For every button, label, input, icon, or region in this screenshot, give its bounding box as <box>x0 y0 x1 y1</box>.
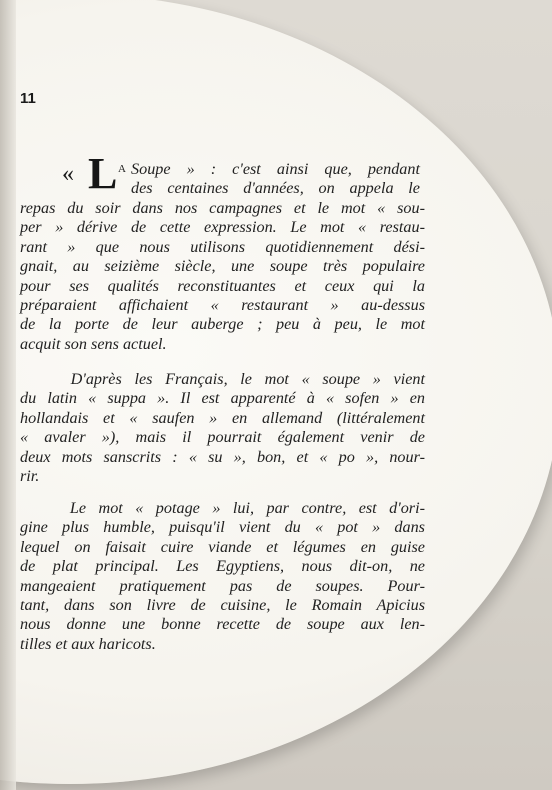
drop-cap-letter: L <box>88 149 118 198</box>
text-line: hollandais et « saufen » en allemand (littéralement <box>20 408 425 427</box>
text-line: gnait, au seizième siècle, une soupe très populaire <box>20 257 425 276</box>
text-line: repas du soir dans nos campagnes et le mot « sou- <box>20 199 425 217</box>
text-line: de la porte de leur auberge ; peu à peu, le mot <box>20 315 425 334</box>
opening-quote-mark: « <box>62 161 74 187</box>
text-line: D'après les Français, le mot « soupe » vient <box>20 370 425 388</box>
text-line: du latin « suppa ». Il est apparenté à « sofen » en <box>20 389 425 408</box>
paragraph1-line1: Soupe » : c'est ainsi que, pendant <box>131 160 420 178</box>
paragraph-3 <box>20 499 425 654</box>
paragraph-1-body <box>20 199 425 354</box>
text-line: gine plus humble, puisqu'il vient du « pot » dans <box>20 518 425 537</box>
text-line: rant » que nous utilisons quotidiennement dési- <box>20 237 425 256</box>
paragraph-2 <box>20 370 425 486</box>
text-line: deux mots sanscrits : « su », bon, et « po », nour- <box>20 447 425 466</box>
text-line: « avaler »), mais il pourrait également venir de <box>20 428 425 447</box>
text-line: de plat principal. Les Egyptiens, nous dit-on, ne <box>20 557 425 576</box>
text-line: rir. <box>20 467 40 486</box>
binding-edge <box>0 0 16 790</box>
text-line: tilles et aux haricots. <box>20 634 156 653</box>
text-line: préparaient affichaient « restaurant » au-dessus <box>20 296 425 315</box>
text-line: tant, dans son livre de cuisine, le Romain Apicius <box>20 596 425 615</box>
paragraph1-line2: des centaines d'années, on appela le <box>131 179 420 197</box>
text-line: lequel on faisait cuire viande et légumes en guise <box>20 537 425 556</box>
text-line: pour ses qualités reconstituantes et ceux qui la <box>20 276 425 295</box>
text-line: acquit son sens actuel. <box>20 334 167 353</box>
text-line: per » dérive de cette expression. Le mot « restau- <box>20 218 425 237</box>
text-line: nous donne une bonne recette de soupe aux len- <box>20 615 425 634</box>
page-number: 11 <box>20 90 36 107</box>
text-line: mangeaient pratiquement pas de soupes. Pour- <box>20 576 425 595</box>
text-line: Le mot « potage » lui, par contre, est d'ori- <box>20 499 425 517</box>
small-cap-letter: A <box>118 163 127 175</box>
